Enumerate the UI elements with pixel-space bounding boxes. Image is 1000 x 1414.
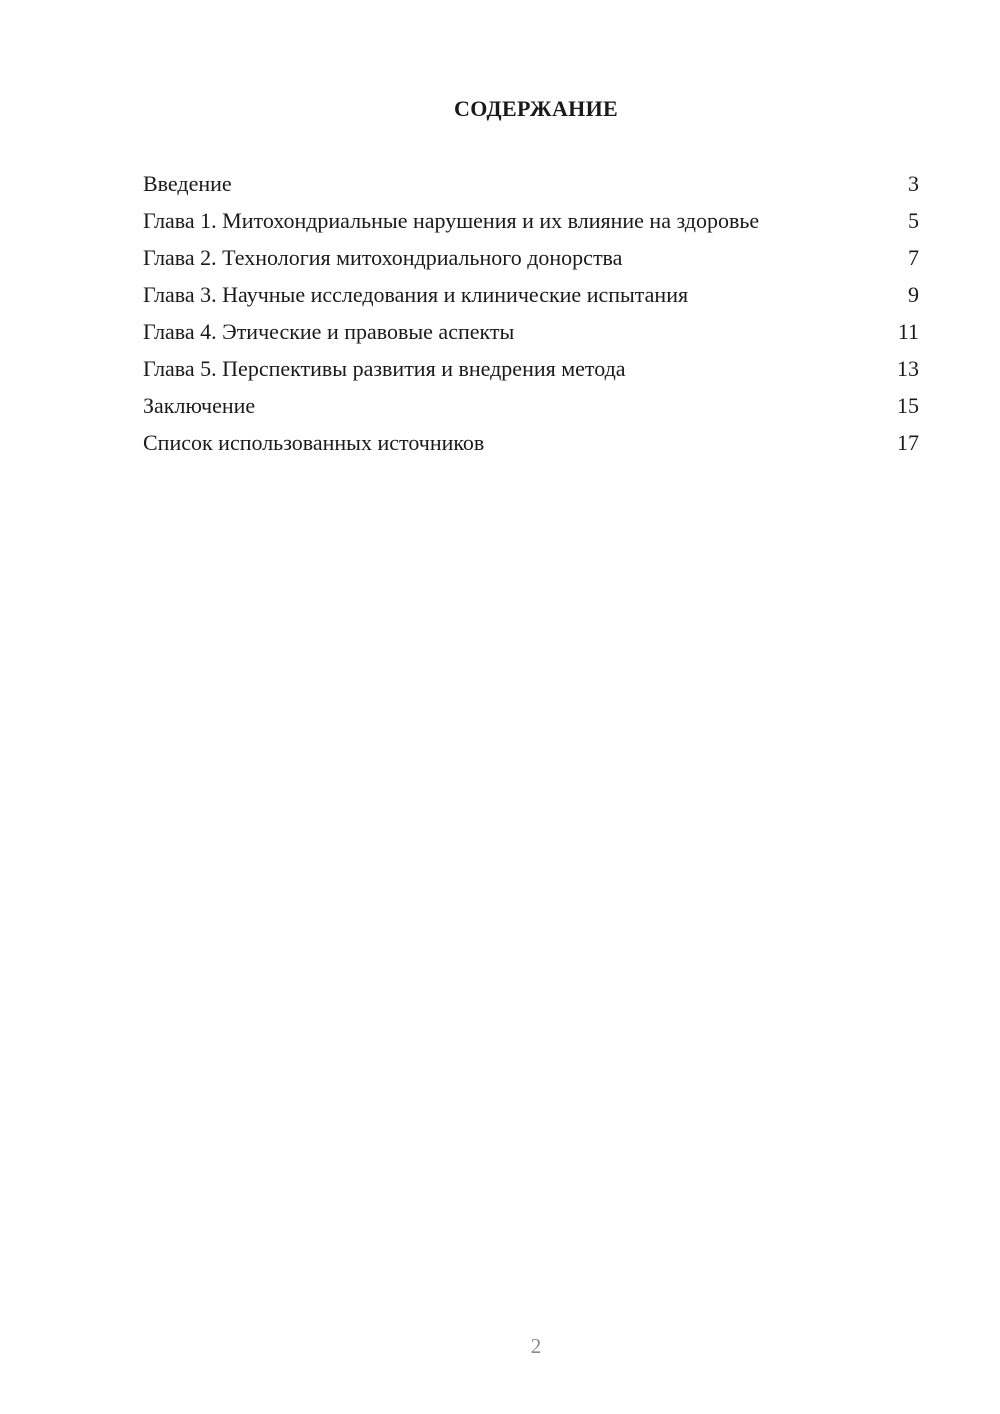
toc-entry-label: Заключение <box>143 393 256 418</box>
toc-entry-label: Глава 1. Митохондриальные нарушения и их влияние на здоровье <box>143 208 760 233</box>
table-of-contents <box>143 170 919 466</box>
toc-entry <box>143 207 919 234</box>
toc-entry-page: 11 <box>897 319 919 344</box>
toc-entry-page: 3 <box>908 171 919 196</box>
toc-entry-label: Глава 4. Этические и правовые аспекты <box>143 319 515 344</box>
toc-entry-page: 7 <box>908 245 919 270</box>
toc-entry <box>143 392 919 419</box>
toc-entry-label: Глава 2. Технология митохондриального донорства <box>143 245 623 270</box>
toc-entry <box>143 318 919 345</box>
toc-entry <box>143 355 919 382</box>
toc-entry-page: 5 <box>908 208 919 233</box>
toc-entry-label: Список использованных источников <box>143 430 485 455</box>
toc-entry-page: 9 <box>908 282 919 307</box>
toc-entry-label: Введение <box>143 171 232 196</box>
toc-entry <box>143 429 919 456</box>
toc-entry <box>143 244 919 271</box>
page-title: СОДЕРЖАНИЕ <box>454 96 618 121</box>
toc-entry-page: 15 <box>897 393 919 418</box>
toc-entry-label: Глава 3. Научные исследования и клинические испытания <box>143 282 689 307</box>
toc-entry <box>143 281 919 308</box>
toc-entry-page: 13 <box>897 356 919 381</box>
toc-entry-label: Глава 5. Перспективы развития и внедрения метода <box>143 356 626 381</box>
page-number: 2 <box>530 1334 542 1358</box>
toc-entry-page: 17 <box>897 430 919 455</box>
toc-entry <box>143 170 919 197</box>
